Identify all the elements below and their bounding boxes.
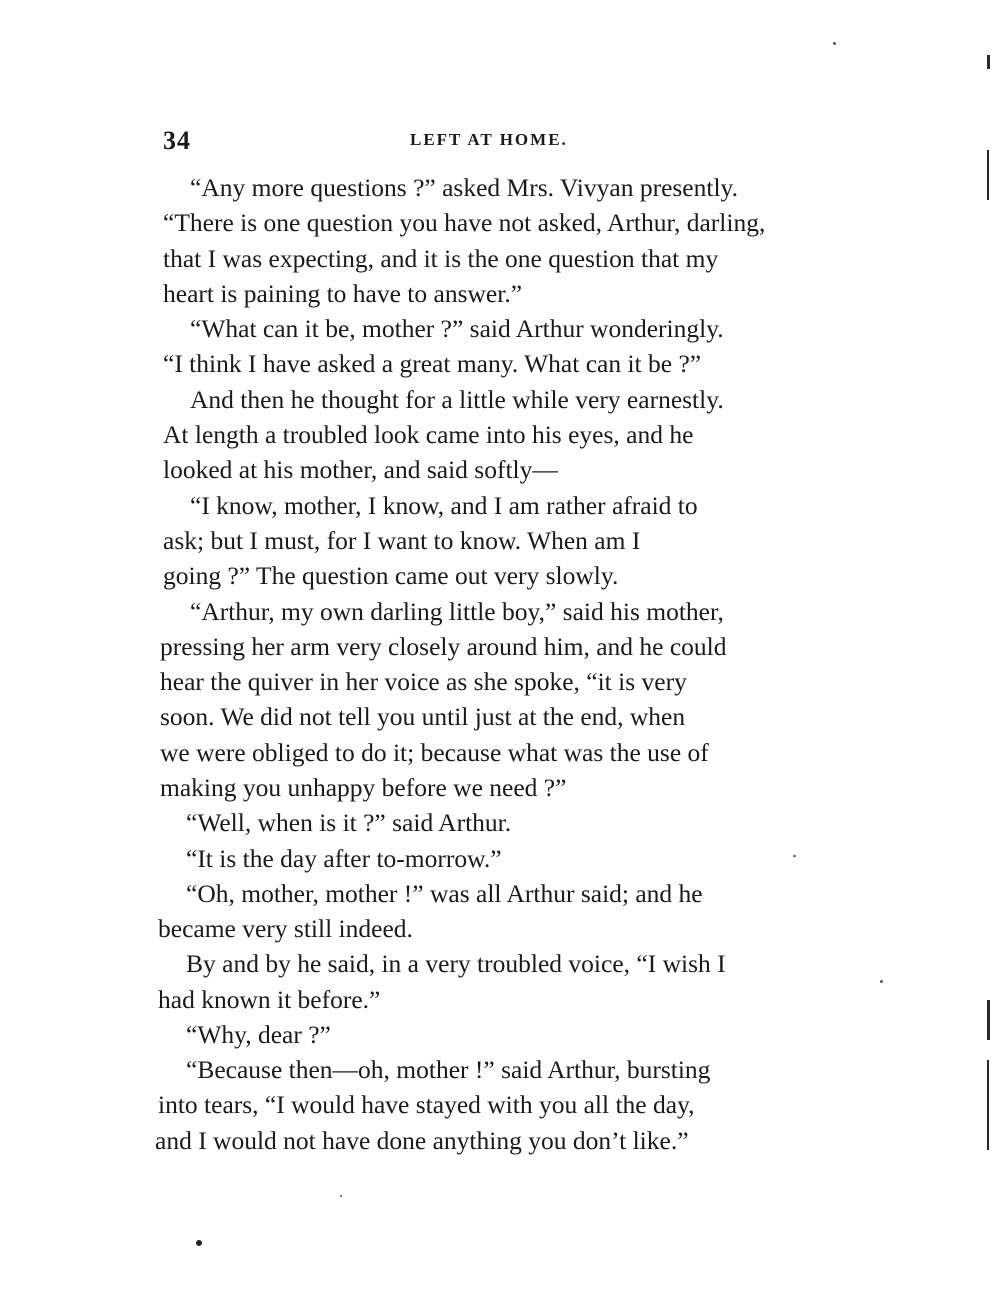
scan-speck <box>833 42 836 45</box>
line-text: “Arthur, my own darling little boy,” said his mother, <box>190 597 724 626</box>
line-text: and I would not have done anything you don’t like.” <box>155 1126 689 1155</box>
line-text: looked at his mother, and said softly— <box>163 455 558 484</box>
line-text: that I was expecting, and it is the one question that my <box>163 244 719 273</box>
text-line <box>0 700 1000 734</box>
text-line <box>0 524 1000 558</box>
text-line <box>0 630 1000 664</box>
line-text: “I think I have asked a great many. What can it be ?” <box>163 349 702 378</box>
text-line <box>0 947 1000 981</box>
text-line <box>0 347 1000 381</box>
page-edge-mark <box>987 55 990 69</box>
text-line <box>0 559 1000 593</box>
line-text: By and by he said, in a very troubled voice, “I wish I <box>186 949 726 978</box>
line-text: At length a troubled look came into his eyes, and he <box>163 420 694 449</box>
text-line <box>0 1124 1000 1158</box>
line-text: making you unhappy before we need ?” <box>160 773 567 802</box>
scan-speck <box>880 980 883 983</box>
scan-speck <box>793 855 796 857</box>
line-text: “There is one question you have not asked, Arthur, darling, <box>163 208 766 237</box>
line-text: pressing her arm very closely around him, and he could <box>160 632 727 661</box>
text-line <box>0 842 1000 876</box>
scan-speck <box>196 1240 202 1246</box>
line-text: became very still indeed. <box>158 914 413 943</box>
text-line <box>0 418 1000 452</box>
text-line <box>0 489 1000 523</box>
running-head: LEFT AT HOME. <box>410 130 568 149</box>
text-line <box>0 277 1000 311</box>
line-text: “Because then—oh, mother !” said Arthur, bursting <box>186 1055 711 1084</box>
text-line <box>0 595 1000 629</box>
line-text: “Oh, mother, mother !” was all Arthur said; and he <box>186 879 703 908</box>
text-line <box>0 1018 1000 1052</box>
line-text: hear the quiver in her voice as she spoke, “it is very <box>160 667 687 696</box>
line-text: heart is paining to have to answer.” <box>163 279 523 308</box>
text-line <box>0 771 1000 805</box>
text-line <box>0 1088 1000 1122</box>
line-text: “I know, mother, I know, and I am rather afraid to <box>190 491 698 520</box>
line-text: we were obliged to do it; because what was the use of <box>160 738 709 767</box>
text-line <box>0 806 1000 840</box>
line-text: “Why, dear ?” <box>186 1020 331 1049</box>
line-text: “It is the day after to-morrow.” <box>186 844 502 873</box>
line-text: had known it before.” <box>158 985 381 1014</box>
text-line <box>0 453 1000 487</box>
text-line <box>0 242 1000 276</box>
line-text: And then he thought for a little while very earnestly. <box>190 385 724 414</box>
page-edge-mark <box>987 1060 989 1150</box>
line-text: “What can it be, mother ?” said Arthur wonderingly. <box>190 314 724 343</box>
page-edge-mark <box>987 1000 990 1040</box>
scan-speck <box>340 1195 342 1197</box>
line-text: ask; but I must, for I want to know. When am I <box>163 526 641 555</box>
line-text: into tears, “I would have stayed with you all the day, <box>158 1090 695 1119</box>
text-line <box>0 312 1000 346</box>
line-text: “Well, when is it ?” said Arthur. <box>186 808 512 837</box>
text-line <box>0 736 1000 770</box>
page-edge-mark <box>987 150 989 200</box>
text-line <box>0 877 1000 911</box>
page-number: 34 <box>163 126 191 155</box>
text-line <box>0 1053 1000 1087</box>
line-text: going ?” The question came out very slowly. <box>163 561 619 590</box>
line-text: “Any more questions ?” asked Mrs. Vivyan presently. <box>190 173 739 202</box>
text-line <box>0 383 1000 417</box>
line-text: soon. We did not tell you until just at the end, when <box>160 702 686 731</box>
text-line <box>0 665 1000 699</box>
text-line <box>0 912 1000 946</box>
text-line <box>0 983 1000 1017</box>
text-line <box>0 206 1000 240</box>
text-line <box>0 171 1000 205</box>
